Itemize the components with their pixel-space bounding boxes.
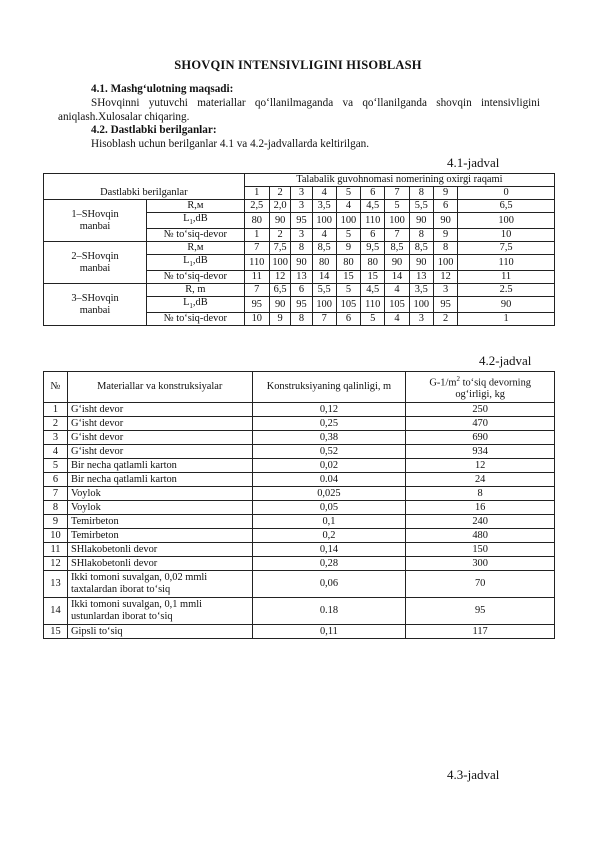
parameter-unit: ,dB <box>192 255 208 267</box>
value-cell: 3 <box>433 284 457 297</box>
thickness-cell: 0,05 <box>252 501 406 515</box>
value-cell: 9,5 <box>361 242 385 255</box>
value-cell: 95 <box>433 297 457 313</box>
material-cell: G‘isht devor <box>67 403 252 417</box>
value-cell: 2 <box>269 229 291 242</box>
header-weight-line1 <box>406 373 554 389</box>
value-cell: 90 <box>269 297 291 313</box>
value-cell: 4 <box>336 200 360 213</box>
table-row <box>44 515 555 529</box>
table-4-3-caption: 4.3-jadval <box>447 767 500 782</box>
noise-source-name: 3–SHovqin <box>71 292 119 304</box>
row-number: 2 <box>44 417 68 431</box>
row-number: 11 <box>44 543 68 557</box>
table-row <box>44 571 555 598</box>
row-number: 14 <box>44 598 68 625</box>
value-cell: 2,0 <box>269 200 291 213</box>
value-cell: 95 <box>244 297 269 313</box>
parameter-cell: R,м <box>147 200 245 213</box>
thickness-cell: 0,28 <box>252 557 406 571</box>
value-cell: 11 <box>244 271 269 284</box>
value-cell: 100 <box>385 213 409 229</box>
header-weight-line2: og‘irligi, kg <box>455 389 505 401</box>
value-cell: 95 <box>291 213 312 229</box>
weight-cell: 95 <box>406 598 555 625</box>
table-row <box>44 529 555 543</box>
material-cell: Bir necha qatlamli karton <box>67 459 252 473</box>
row-number: 15 <box>44 625 68 639</box>
material-cell <box>67 598 252 625</box>
value-cell: 12 <box>433 271 457 284</box>
parameter-cell: R,м <box>147 242 245 255</box>
row-number: 5 <box>44 459 68 473</box>
parameter-subscript: 1 <box>189 218 193 227</box>
material-cell: G‘isht devor <box>67 417 252 431</box>
value-cell: 8,5 <box>312 242 336 255</box>
table-row <box>44 473 555 487</box>
header-digit: 3 <box>291 187 312 200</box>
value-cell: 80 <box>336 255 360 271</box>
row-number: 9 <box>44 515 68 529</box>
value-cell: 3 <box>291 200 312 213</box>
row-number: 6 <box>44 473 68 487</box>
header-digit: 4 <box>312 187 336 200</box>
parameter-subscript: 1 <box>189 260 193 269</box>
parameter-cell: № to‘siq-devor <box>147 313 245 326</box>
weight-cell: 117 <box>406 625 555 639</box>
value-cell: 7,5 <box>269 242 291 255</box>
section-4-2-heading: 4.2. Dastlabki berilganlar: <box>91 124 217 136</box>
value-cell: 9 <box>433 229 457 242</box>
value-cell: 90 <box>433 213 457 229</box>
parameter-cell: R, m <box>147 284 245 297</box>
table-header-row <box>44 174 555 187</box>
table-4-2-caption: 4.2-jadval <box>479 353 532 368</box>
weight-cell: 690 <box>406 431 555 445</box>
value-cell: 7 <box>244 242 269 255</box>
value-cell: 1 <box>244 229 269 242</box>
parameter-subscript: 1 <box>189 302 193 311</box>
value-cell: 6,5 <box>458 200 555 213</box>
noise-source-cell <box>44 200 147 242</box>
value-cell: 100 <box>312 213 336 229</box>
parameter-cell <box>147 297 245 313</box>
value-cell: 6,5 <box>269 284 291 297</box>
header-thickness: Konstruksiyaning qalinligi, m <box>252 372 406 403</box>
weight-cell: 150 <box>406 543 555 557</box>
value-cell: 4 <box>385 313 409 326</box>
weight-cell: 250 <box>406 403 555 417</box>
value-cell: 6 <box>336 313 360 326</box>
weight-cell: 470 <box>406 417 555 431</box>
header-digit: 6 <box>361 187 385 200</box>
value-cell: 8,5 <box>409 242 433 255</box>
weight-cell: 8 <box>406 487 555 501</box>
thickness-cell: 0,12 <box>252 403 406 417</box>
parameter-cell: № to‘siq-devor <box>147 229 245 242</box>
value-cell: 105 <box>336 297 360 313</box>
table-header-row <box>44 372 555 403</box>
noise-source-cell <box>44 242 147 284</box>
weight-cell: 300 <box>406 557 555 571</box>
row-number: 12 <box>44 557 68 571</box>
value-cell: 10 <box>458 229 555 242</box>
material-line: Ikki tomoni suvalgan, 0,1 mmli <box>70 599 202 610</box>
table-row <box>44 284 555 297</box>
value-cell: 11 <box>458 271 555 284</box>
header-digit: 9 <box>433 187 457 200</box>
header-material: Materiallar va konstruksiyalar <box>67 372 252 403</box>
noise-source-name: manbai <box>79 262 111 274</box>
table-row <box>44 543 555 557</box>
parameter-unit: ,dB <box>192 297 208 309</box>
value-cell: 10 <box>244 313 269 326</box>
table-row <box>44 242 555 255</box>
table-row <box>44 557 555 571</box>
value-cell: 8 <box>291 242 312 255</box>
table-row <box>44 403 555 417</box>
row-number: 3 <box>44 431 68 445</box>
row-number: 10 <box>44 529 68 543</box>
material-cell: Bir necha qatlamli karton <box>67 473 252 487</box>
header-digit: 0 <box>458 187 555 200</box>
value-cell: 13 <box>291 271 312 284</box>
value-cell: 90 <box>385 255 409 271</box>
section-4-1-text-line2: aniqlash.Xulosalar chiqaring. <box>58 111 190 123</box>
header-last-digit: Talabalik guvohnomasi nomerining oxirgi raqami <box>244 174 554 187</box>
thickness-cell: 0,11 <box>252 625 406 639</box>
material-line: Ikki tomoni suvalgan, 0,02 mmli <box>70 572 208 583</box>
value-cell: 100 <box>409 297 433 313</box>
parameter-cell <box>147 213 245 229</box>
thickness-cell: 0,06 <box>252 571 406 598</box>
value-cell: 110 <box>458 255 555 271</box>
material-cell: SHlakobetonli devor <box>67 557 252 571</box>
parameter-cell: № to‘siq-devor <box>147 271 245 284</box>
value-cell: 2 <box>433 313 457 326</box>
value-cell: 100 <box>312 297 336 313</box>
parameter-symbol: L <box>183 213 190 224</box>
value-cell: 90 <box>409 255 433 271</box>
page-title: SHOVQIN INTENSIVLIGINI HISOBLASH <box>174 58 422 72</box>
value-cell: 90 <box>409 213 433 229</box>
value-cell: 15 <box>336 271 360 284</box>
material-cell: Temirbeton <box>67 529 252 543</box>
section-4-1-text-line1: SHovqinni yutuvchi materiallar qo‘llanilmaganda va qo‘llanilganda shovqin intensivligini <box>91 97 540 109</box>
value-cell: 5 <box>336 284 360 297</box>
thickness-cell: 0,38 <box>252 431 406 445</box>
value-cell: 8 <box>291 313 312 326</box>
thickness-cell: 0,25 <box>252 417 406 431</box>
table-row <box>44 459 555 473</box>
thickness-cell: 0,52 <box>252 445 406 459</box>
value-cell: 6 <box>361 229 385 242</box>
thickness-cell: 0,025 <box>252 487 406 501</box>
noise-source-name: 2–SHovqin <box>71 250 119 262</box>
table-4-2 <box>43 371 555 639</box>
header-number: № <box>44 372 68 403</box>
table-row <box>44 487 555 501</box>
material-cell: G‘isht devor <box>67 445 252 459</box>
value-cell: 110 <box>244 255 269 271</box>
row-number: 1 <box>44 403 68 417</box>
material-cell: Voylok <box>67 501 252 515</box>
header-digit: 2 <box>269 187 291 200</box>
value-cell: 5 <box>361 313 385 326</box>
value-cell: 6 <box>291 284 312 297</box>
row-number: 7 <box>44 487 68 501</box>
value-cell: 15 <box>361 271 385 284</box>
value-cell: 100 <box>269 255 291 271</box>
parameter-cell <box>147 255 245 271</box>
value-cell: 14 <box>385 271 409 284</box>
value-cell: 8 <box>433 242 457 255</box>
value-cell: 90 <box>458 297 555 313</box>
value-cell: 9 <box>269 313 291 326</box>
thickness-cell: 0.04 <box>252 473 406 487</box>
value-cell: 3,5 <box>312 200 336 213</box>
weight-cell: 70 <box>406 571 555 598</box>
header-digit: 5 <box>336 187 360 200</box>
value-cell: 4 <box>312 229 336 242</box>
value-cell: 5,5 <box>409 200 433 213</box>
material-cell: Temirbeton <box>67 515 252 529</box>
weight-cell: 240 <box>406 515 555 529</box>
value-cell: 14 <box>312 271 336 284</box>
parameter-unit: ,dB <box>192 213 208 224</box>
value-cell: 105 <box>385 297 409 313</box>
weight-cell: 24 <box>406 473 555 487</box>
value-cell: 110 <box>361 213 385 229</box>
section-4-1-heading: 4.1. Mashg‘ulotning maqsadi: <box>91 83 234 95</box>
value-cell: 3 <box>291 229 312 242</box>
value-cell: 13 <box>409 271 433 284</box>
thickness-cell: 0.18 <box>252 598 406 625</box>
row-number: 13 <box>44 571 68 598</box>
material-cell <box>67 571 252 598</box>
value-cell: 2.5 <box>458 284 555 297</box>
value-cell: 1 <box>458 313 555 326</box>
value-cell: 8 <box>409 229 433 242</box>
value-cell: 5,5 <box>312 284 336 297</box>
header-digit: 7 <box>385 187 409 200</box>
value-cell: 80 <box>244 213 269 229</box>
value-cell: 80 <box>312 255 336 271</box>
value-cell: 6 <box>433 200 457 213</box>
value-cell: 8,5 <box>385 242 409 255</box>
value-cell: 7,5 <box>458 242 555 255</box>
value-cell: 3 <box>409 313 433 326</box>
weight-cell: 12 <box>406 459 555 473</box>
value-cell: 5 <box>336 229 360 242</box>
value-cell: 2,5 <box>244 200 269 213</box>
value-cell: 100 <box>336 213 360 229</box>
header-digit: 8 <box>409 187 433 200</box>
header-weight <box>406 372 555 403</box>
row-number: 8 <box>44 501 68 515</box>
value-cell: 3,5 <box>409 284 433 297</box>
material-line: ustunlardan iborat to‘siq <box>70 611 173 622</box>
value-cell: 4,5 <box>361 200 385 213</box>
header-weight-text: G-1/m <box>429 377 457 389</box>
table-row <box>44 200 555 213</box>
value-cell: 95 <box>291 297 312 313</box>
value-cell: 7 <box>244 284 269 297</box>
weight-cell: 934 <box>406 445 555 459</box>
value-cell: 4,5 <box>361 284 385 297</box>
table-row <box>44 501 555 515</box>
value-cell: 80 <box>361 255 385 271</box>
material-line: taxtalardan iborat to‘siq <box>70 584 171 595</box>
material-cell: G‘isht devor <box>67 431 252 445</box>
material-cell: Gipsli to‘siq <box>67 625 252 639</box>
table-row <box>44 445 555 459</box>
noise-source-cell <box>44 284 147 326</box>
header-weight-superscript: 2 <box>456 374 460 383</box>
value-cell: 90 <box>269 213 291 229</box>
header-digit: 1 <box>244 187 269 200</box>
thickness-cell: 0,2 <box>252 529 406 543</box>
table-row <box>44 431 555 445</box>
value-cell: 90 <box>291 255 312 271</box>
parameter-symbol: L <box>183 297 190 309</box>
thickness-cell: 0,14 <box>252 543 406 557</box>
weight-cell: 480 <box>406 529 555 543</box>
noise-source-name: manbai <box>79 304 111 316</box>
value-cell: 100 <box>458 213 555 229</box>
value-cell: 7 <box>385 229 409 242</box>
header-weight-text: to‘siq devorning <box>459 377 531 389</box>
weight-cell: 16 <box>406 501 555 515</box>
header-initial-data: Dastlabki berilganlar <box>44 174 245 200</box>
material-cell: SHlakobetonli devor <box>67 543 252 557</box>
section-4-2-text: Hisoblash uchun berilganlar 4.1 va 4.2-jadvallarda keltirilgan. <box>91 138 370 150</box>
value-cell: 9 <box>336 242 360 255</box>
table-row <box>44 598 555 625</box>
thickness-cell: 0,02 <box>252 459 406 473</box>
value-cell: 100 <box>433 255 457 271</box>
table-row <box>44 625 555 639</box>
value-cell: 12 <box>269 271 291 284</box>
noise-source-name: manbai <box>79 220 111 232</box>
value-cell: 7 <box>312 313 336 326</box>
noise-source-name: 1–SHovqin <box>71 208 119 220</box>
thickness-cell: 0,1 <box>252 515 406 529</box>
material-cell: Voylok <box>67 487 252 501</box>
row-number: 4 <box>44 445 68 459</box>
value-cell: 110 <box>361 297 385 313</box>
table-4-1 <box>43 173 555 326</box>
value-cell: 5 <box>385 200 409 213</box>
parameter-symbol: L <box>183 255 190 267</box>
table-row <box>44 417 555 431</box>
value-cell: 4 <box>385 284 409 297</box>
table-4-1-caption: 4.1-jadval <box>447 155 500 170</box>
